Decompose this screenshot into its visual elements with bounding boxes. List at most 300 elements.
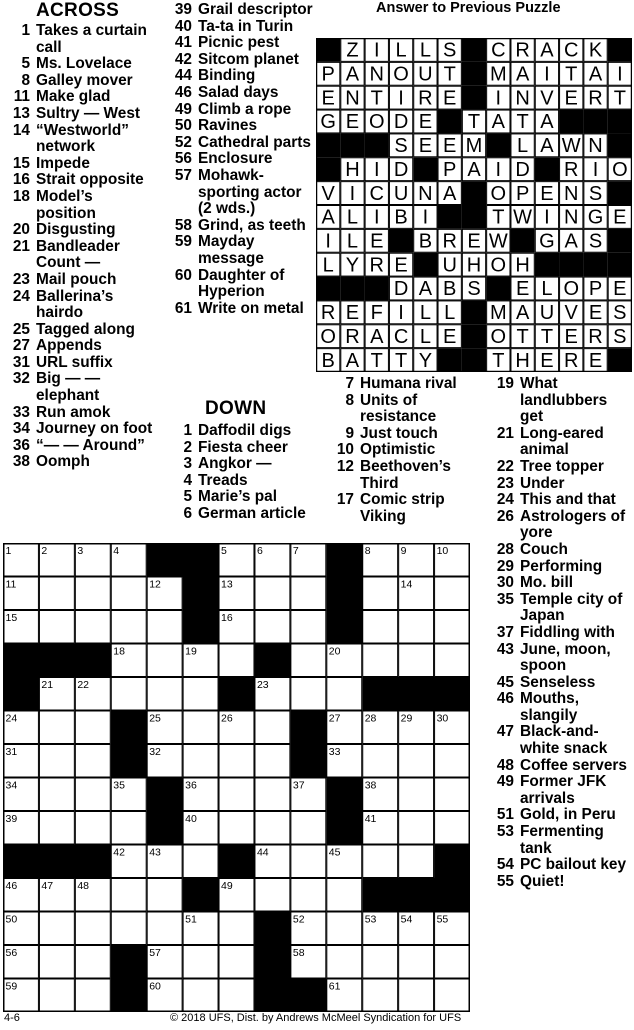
black-square	[340, 277, 364, 301]
grid-cell	[363, 979, 398, 1012]
clue-item	[168, 118, 314, 135]
clue-item	[490, 376, 630, 426]
clue-item	[4, 172, 156, 189]
answer-letter: I	[373, 39, 380, 62]
answer-letter: C	[393, 325, 409, 348]
answer-letter: S	[394, 135, 408, 158]
answer-letter: A	[443, 182, 457, 205]
across-heading: ACROSS	[36, 0, 120, 21]
answer-letter: A	[540, 135, 554, 158]
cell-number: 13	[221, 578, 233, 591]
answer-letter: L	[541, 278, 553, 301]
grid-cell	[291, 577, 326, 610]
clue-number: 8	[21, 71, 30, 89]
answer-letter: R	[345, 325, 360, 348]
clue-text: Mouths, slangily	[520, 690, 579, 724]
grid-cell	[363, 577, 398, 610]
clue-item	[168, 489, 314, 506]
cell-number: 50	[5, 913, 18, 926]
clue-number: 14	[12, 121, 30, 139]
grid-cell	[111, 812, 146, 845]
black-square	[362, 878, 398, 912]
black-square	[608, 348, 632, 372]
clue-text: Impede	[36, 154, 90, 172]
answer-letter: G	[539, 230, 555, 253]
clue-number: 46	[174, 83, 192, 101]
answer-letter: N	[418, 182, 433, 205]
black-square	[254, 945, 290, 979]
cell-number: 17	[328, 612, 341, 624]
answer-letter: N	[588, 135, 603, 158]
black-square	[462, 205, 486, 229]
answer-letter: I	[495, 158, 502, 181]
answer-letter: E	[540, 349, 554, 372]
clue-number: 39	[174, 1, 192, 18]
clue-number: 15	[12, 154, 30, 172]
grid-cell	[39, 611, 74, 644]
answer-letter: R	[369, 254, 384, 277]
answer-letter: L	[322, 254, 334, 277]
grid-cell	[111, 879, 146, 912]
clue-item	[168, 68, 314, 85]
answer-letter: N	[564, 206, 579, 229]
black-square	[39, 644, 75, 678]
clue-item	[330, 393, 480, 426]
black-square	[111, 979, 147, 1013]
answer-letter: K	[588, 39, 603, 62]
answer-letter: E	[418, 135, 433, 158]
black-square	[75, 845, 111, 879]
answer-letter: V	[540, 87, 554, 110]
clue-number: 44	[174, 67, 192, 85]
answer-letter: H	[466, 254, 482, 277]
black-square	[438, 205, 462, 229]
clue-number: 6	[183, 504, 192, 522]
answer-letter: P	[321, 63, 335, 86]
clue-item	[168, 301, 314, 318]
answer-letter: G	[587, 206, 604, 229]
cell-number: 27	[328, 712, 341, 725]
clue-item	[168, 268, 314, 301]
grid-cell	[363, 946, 398, 979]
grid-cell	[435, 611, 470, 644]
clue-number: 26	[496, 507, 514, 525]
grid-cell	[75, 711, 110, 744]
cell-number: 35	[113, 779, 125, 792]
black-square	[462, 86, 486, 110]
black-square	[608, 38, 632, 62]
answer-letter: O	[490, 182, 507, 205]
page-number: 4-6	[4, 1012, 20, 1024]
clue-item	[490, 542, 630, 559]
clue-number: 53	[496, 823, 514, 841]
grid-cell	[435, 745, 470, 778]
black-square	[365, 133, 389, 157]
clue-item	[490, 874, 630, 891]
black-square	[398, 878, 434, 912]
cell-number: 15	[5, 612, 18, 624]
grid-cell	[363, 611, 398, 644]
black-square	[559, 253, 583, 277]
cell-number: 37	[292, 779, 305, 792]
cell-number: 25	[149, 712, 161, 725]
answer-letter: O	[490, 254, 507, 277]
cell-number: 33	[328, 746, 341, 758]
black-square	[316, 277, 340, 301]
grid-cell	[291, 812, 326, 845]
clue-text: Fiddling with	[520, 623, 615, 641]
clue-item	[168, 19, 314, 36]
black-square	[147, 811, 183, 845]
answer-letter: Z	[346, 39, 359, 62]
clue-text: Units of resistance	[360, 391, 437, 426]
clue-text: Big — — elephant	[36, 370, 101, 405]
clue-number: 4	[183, 471, 192, 489]
answer-letter: N	[515, 87, 530, 110]
answer-letter: O	[563, 278, 580, 301]
clue-number: 49	[174, 100, 192, 118]
black-square	[111, 711, 147, 745]
answer-letter: L	[444, 302, 456, 325]
clue-text: Comic strip Viking	[360, 491, 445, 525]
cell-number: 3	[77, 545, 84, 557]
clue-item	[168, 473, 314, 490]
clue-item	[168, 151, 314, 168]
clue-text: Ballerina’s hairdo	[36, 287, 114, 322]
clue-text: Ravines	[198, 117, 258, 135]
answer-letter: A	[345, 349, 360, 372]
answer-letter: R	[588, 87, 603, 110]
answer-letter: I	[398, 87, 404, 110]
answer-letter: O	[368, 111, 385, 134]
black-square	[535, 253, 559, 277]
clue-text: Sitcom planet	[198, 50, 299, 68]
answer-letter: E	[515, 278, 530, 301]
clue-text: Mayday message	[198, 233, 264, 267]
answer-letter: T	[370, 87, 383, 110]
black-square	[438, 110, 462, 134]
grid-cell	[39, 979, 74, 1012]
cell-number: 49	[221, 880, 233, 892]
answer-letter: V	[321, 182, 335, 205]
answer-letter: L	[346, 206, 359, 229]
cell-number: 31	[5, 746, 18, 758]
clue-number: 24	[496, 491, 514, 509]
clue-number: 18	[12, 187, 30, 205]
clue-text: Long-eared animal	[520, 424, 604, 459]
clue-number: 46	[496, 690, 514, 708]
grid-cell	[399, 611, 434, 644]
clue-item	[490, 625, 630, 642]
answer-letter: R	[320, 302, 336, 325]
answer-letter: O	[320, 325, 336, 348]
clue-number: 38	[12, 453, 30, 471]
grid-cell	[363, 745, 398, 778]
black-square	[219, 677, 255, 711]
clue-item	[490, 774, 630, 807]
grid-cell	[75, 979, 110, 1012]
clue-text: Salad days	[198, 83, 279, 101]
black-square	[111, 945, 147, 979]
answer-letter: A	[370, 325, 384, 348]
clue-item	[168, 456, 314, 473]
black-square	[326, 811, 362, 845]
clue-number: 42	[174, 50, 192, 68]
cell-number: 23	[256, 679, 269, 691]
answer-letter: N	[345, 87, 360, 110]
grid-cell	[327, 946, 362, 979]
clue-number: 23	[496, 474, 514, 492]
cell-number: 38	[364, 779, 377, 792]
answer-letter: T	[565, 63, 578, 86]
clue-number: 56	[174, 150, 192, 168]
answer-letter: A	[345, 63, 360, 86]
clue-text: Astrologers of yore	[520, 507, 626, 542]
black-square	[608, 133, 632, 157]
answer-letter: N	[564, 182, 579, 205]
answer-letter: S	[588, 182, 603, 205]
answer-letter: O	[393, 63, 409, 86]
answer-letter: E	[370, 230, 384, 253]
clue-text: This and that	[520, 491, 616, 509]
grid-cell	[111, 678, 146, 711]
clue-number: 29	[496, 557, 514, 575]
clue-item	[4, 322, 156, 339]
grid-cell	[399, 845, 434, 878]
answer-letter: D	[393, 111, 409, 134]
clue-item	[490, 492, 630, 509]
clue-item	[168, 52, 314, 69]
down-clues-column-2	[330, 376, 480, 525]
cell-number: 20	[328, 645, 341, 658]
grid-cell	[435, 644, 470, 677]
grid-cell	[255, 577, 290, 610]
black-square	[362, 677, 398, 711]
cell-number: 29	[400, 712, 413, 725]
grid-cell	[291, 678, 326, 711]
clue-item	[168, 218, 314, 235]
clue-number: 23	[12, 270, 30, 288]
grid-cell	[147, 879, 182, 912]
answer-letter: M	[465, 135, 483, 158]
black-square	[462, 324, 486, 348]
answer-letter: T	[516, 111, 529, 134]
cell-number: 47	[41, 880, 54, 892]
clue-number: 11	[13, 88, 30, 106]
clue-text: Angkor —	[198, 455, 272, 473]
grid-cell	[183, 678, 218, 711]
cell-number: 9	[400, 545, 407, 557]
clue-item	[490, 691, 630, 724]
clue-item	[4, 421, 156, 438]
clue-text: Under	[520, 474, 565, 492]
cell-number: 32	[149, 746, 161, 758]
answer-letter: I	[325, 230, 331, 253]
clue-item	[168, 234, 314, 267]
cell-number: 46	[5, 880, 18, 892]
black-square	[183, 610, 219, 644]
answer-letter: F	[370, 302, 383, 325]
black-square	[608, 229, 632, 253]
black-square	[510, 229, 534, 253]
cell-number: 52	[292, 913, 305, 926]
answer-letter: E	[345, 111, 360, 134]
grid-cell	[399, 979, 434, 1012]
clue-number: 24	[12, 287, 30, 305]
clue-number: 57	[174, 166, 192, 184]
black-square	[75, 644, 111, 678]
clue-item	[4, 89, 156, 106]
cell-number: 5	[221, 545, 227, 557]
clue-number: 7	[345, 375, 354, 392]
black-square	[608, 253, 632, 277]
previous-puzzle-title: Answer to Previous Puzzle	[376, 0, 561, 16]
copyright: © 2018 UFS, Dist. by Andrews McMeel Syndication for UFS	[170, 1012, 462, 1024]
clue-item	[490, 724, 630, 757]
answer-letter: R	[588, 325, 603, 348]
answer-letter: L	[419, 39, 431, 62]
clue-number: 17	[336, 491, 354, 509]
clue-text: What landlubbers get	[520, 375, 608, 426]
clue-text: Write on metal	[198, 299, 304, 317]
grid-cell	[75, 611, 110, 644]
down-clues-column-3	[490, 376, 630, 890]
answer-letter: N	[369, 63, 384, 86]
answer-letter: I	[349, 182, 356, 205]
answer-letter: T	[540, 325, 554, 348]
clue-item	[490, 459, 630, 476]
grid-cell	[399, 745, 434, 778]
clue-text: Former JFK arrivals	[520, 773, 607, 807]
clue-number: 21	[496, 424, 514, 442]
answer-letter: E	[443, 325, 457, 348]
grid-cell	[219, 745, 254, 778]
answer-letter: S	[588, 230, 603, 253]
cell-number: 14	[400, 578, 413, 591]
answer-letter: P	[515, 182, 530, 205]
cell-number: 21	[41, 679, 54, 691]
clue-text: Couch	[520, 540, 568, 558]
clue-item	[490, 857, 630, 874]
clue-number: 49	[496, 773, 514, 791]
clue-number: 10	[336, 441, 354, 459]
clue-text: Model’s position	[36, 187, 96, 222]
clue-number: 13	[12, 104, 30, 122]
cell-number: 39	[5, 813, 18, 825]
answer-letter: T	[613, 87, 626, 110]
clue-item	[4, 355, 156, 372]
grid-cell	[255, 879, 290, 912]
answer-letter: S	[613, 325, 627, 348]
cell-number: 48	[77, 880, 90, 892]
black-square	[316, 157, 340, 181]
grid-cell	[75, 912, 110, 945]
answer-letter: A	[321, 206, 335, 229]
cell-number: 1	[5, 545, 12, 557]
answer-letter: V	[564, 302, 578, 325]
cell-number: 28	[364, 712, 377, 725]
grid-cell	[39, 946, 74, 979]
clue-text: Gold, in Peru	[520, 806, 616, 824]
clue-item	[168, 2, 314, 19]
clue-number: 50	[174, 117, 192, 135]
clue-item	[490, 807, 630, 824]
answer-letter: T	[443, 63, 456, 86]
cell-number: 36	[185, 779, 197, 792]
grid-cell	[183, 845, 218, 878]
down-clues-column-1	[168, 423, 314, 523]
clue-number: 30	[496, 574, 514, 592]
clue-number: 21	[12, 237, 30, 255]
grid-cell	[435, 812, 470, 845]
answer-letter: Y	[345, 254, 360, 277]
black-square	[3, 677, 39, 711]
cell-number: 8	[364, 545, 371, 557]
clue-item	[4, 156, 156, 173]
clue-text: Run amok	[36, 403, 111, 421]
grid-cell	[75, 946, 110, 979]
answer-letter: R	[515, 39, 530, 62]
grid-cell	[183, 711, 218, 744]
answer-letter: R	[564, 349, 579, 372]
grid-cell	[147, 644, 182, 677]
clue-text: Strait opposite	[36, 171, 144, 189]
answer-letter: S	[613, 302, 627, 325]
grid-cell	[147, 912, 182, 945]
answer-letter: E	[564, 325, 578, 348]
clue-item	[4, 438, 156, 455]
grid-cell	[291, 879, 326, 912]
clue-number: 52	[174, 133, 192, 151]
black-square	[608, 110, 632, 134]
clue-text: Mail pouch	[36, 270, 117, 288]
grid-cell	[327, 879, 362, 912]
answer-letter: C	[564, 39, 579, 62]
across-clues-column-2	[168, 2, 314, 317]
down-heading: DOWN	[205, 398, 267, 419]
clue-text: Galley mover	[36, 71, 133, 89]
black-square	[583, 110, 607, 134]
black-square	[326, 543, 362, 577]
clue-number: 16	[12, 171, 30, 189]
clue-text: URL suffix	[36, 353, 113, 371]
answer-letter: A	[515, 63, 530, 86]
answer-letter: B	[394, 206, 408, 229]
clue-item	[490, 426, 630, 459]
clue-text: Binding	[198, 67, 256, 85]
cell-number: 11	[5, 578, 17, 591]
black-square	[147, 543, 183, 577]
answer-letter: C	[369, 182, 384, 205]
answer-letter: P	[588, 278, 603, 301]
clue-item	[4, 405, 156, 422]
clue-number: 22	[496, 457, 514, 475]
clue-item	[4, 106, 156, 123]
grid-cell	[435, 577, 470, 610]
clue-number: 2	[183, 438, 192, 456]
black-square	[559, 110, 583, 134]
clue-text: Beethoven’s Third	[360, 457, 451, 492]
answer-letter: W	[561, 135, 581, 158]
black-square	[254, 644, 290, 678]
clue-item	[4, 239, 156, 272]
clue-number: 60	[174, 266, 192, 284]
grid-cell	[183, 979, 218, 1012]
clue-text: Ta-ta in Turin	[198, 17, 294, 35]
clue-item	[168, 168, 314, 218]
grid-cell	[39, 812, 74, 845]
black-square	[486, 133, 510, 157]
